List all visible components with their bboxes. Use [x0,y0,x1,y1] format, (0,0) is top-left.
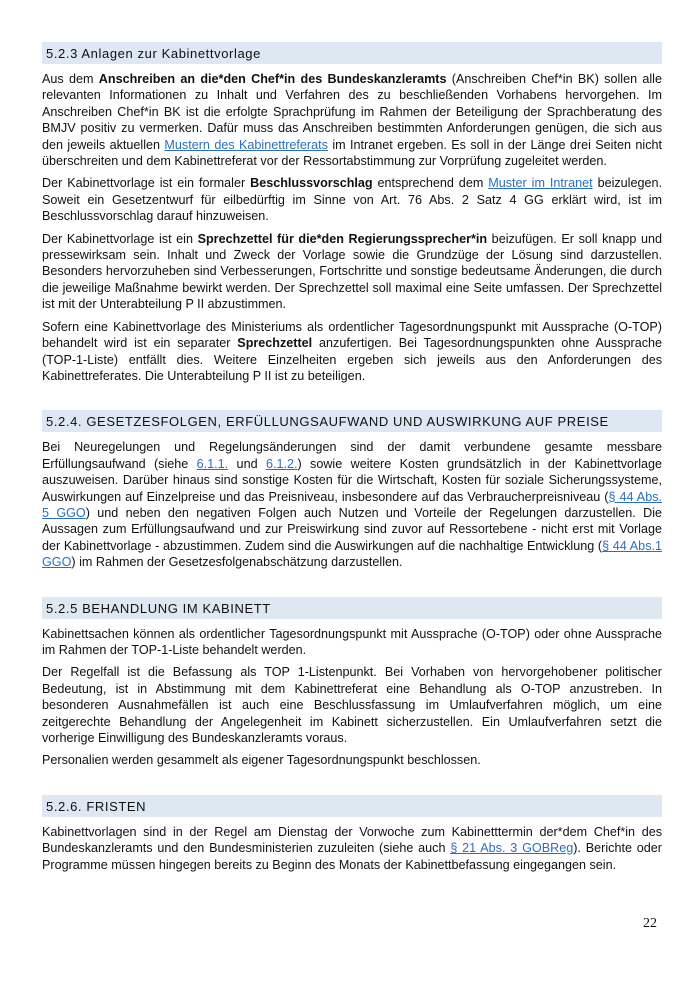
text-run: Kabinettvorlagen sind in der Regel am Dienstag der Vorwoche zum Kabinetttermin der*dem Chef*in des Bundeskanzleramts und den Bundesministerien zuzuleiten (siehe auch [42,824,662,856]
section-heading: 5.2.5 BEHANDLUNG IM KABINETT [42,597,662,619]
reference-link[interactable]: 6.1.2. [265,456,298,471]
section-heading: 5.2.6. FRISTEN [42,795,662,817]
reference-link[interactable]: § 44 Abs.1 GGO [42,538,662,570]
section [42,410,662,570]
text-run: ) sowie weitere Kosten grundsätzlich in der Kabinettvorlage auszuweisen. Darüber hinaus sind sonstige Kosten für die Wirtschaft, Kosten für soziale Sicherungssysteme, Auswirkungen auf Einzelpreise und das Preisniveau, insbesondere auf das Verbraucherpreisniveau ( [42,456,662,504]
text-run: beizulegen. Soweit ein Gesetzentwurf für eilbedürftig im Sinne von Art. 76 Abs. 2 Satz 4 GG erklärt wird, ist im Beschlussvorschlag darauf hinzuweisen. [42,176,662,224]
text-run: Aus dem [42,72,99,86]
paragraph [42,175,662,224]
text-run: Sofern eine Kabinettvorlage des Ministeriums als ordentlicher Tagesordnungspunkt mit Aussprache (O-TOP) behandelt wird ist ein separater [42,319,662,351]
page-number: 22 [643,916,657,931]
document-page [42,42,662,899]
bold-term: Anschreiben an die*den Chef*in des Bundeskanzleramts [98,72,447,86]
text-run: Personalien werden gesammelt als eigener Tagesordnungspunkt beschlossen. [42,753,481,768]
text-run: ) im Rahmen der Gesetzesfolgenabschätzung darzustellen. [71,555,403,570]
text-run: Bei Neuregelungen und Regelungsänderungen sind der damit verbundene gesamte messbare Erfüllungsaufwand (siehe [42,440,662,471]
bold-term: Sprechzettel [237,336,313,351]
text-run: beizufügen. Er soll knapp und pressewirksam sein. Inhalt und Zweck der Vorlage sowie die Grundzüge der Lösung sind darzustellen. Besonders hervorzuheben sind Verbesserungen, Fortschritte und sonstige bedeutsame Änderungen, die durch die jeweilige Maßnahme bewirkt werden. Der Sprechzettel soll maximal eine Seite umfassen. Der Sprechzettel ist mit der Unterabteilung P II abzustimmen. [42,231,662,312]
reference-link[interactable]: § 44 Abs. 5 GGO [42,489,663,520]
section [42,42,662,384]
paragraph [42,824,662,873]
text-run: Der Regelfall ist die Befassung als TOP 1-Listenpunkt. Bei Vorhaben von hervorgehobener politischer Bedeutung, ist in Abstimmung mit dem Kabinettreferat eine Behandlung als O-TOP anzustreben. In besonderen Ausnahmefällen ist auch eine Beschlussfassung im Umlaufverfahren möglich, um eine zeitgerechte Behandlung der Angelegenheit im Kabinett sicherzustellen. Ein Umlaufverfahren setzt die vorherige Einwilligung des Bundeskanzleramts voraus. [42,665,662,745]
text-run: und [228,456,266,471]
bold-term: Sprechzettel für die*den Regierungssprecher*in [197,231,488,246]
text-run: Der Kabinettvorlage ist ein [42,231,198,246]
reference-link[interactable]: 6.1.1. [196,456,229,471]
text-run: (Anschreiben Chef*in BK) sollen alle relevanten Informationen zu Inhalt und Verfahren des zu beschließenden Vorhabens hervorgehen. Im Anschreiben Chef*in BK ist die erfolgte Sprachprüfung im Rahmen der Beteiligung der Sprachberatung des BMJV positiv zu vermerken. Dafür muss das Anschreiben bestimmten Anforderungen genügen, die sich aus den jeweils aktuellen [42,72,662,152]
section [42,795,662,873]
text-run: ). Berichte oder Programme müssen hingegen bereits zu Beginn des Monats der Kabinettbefassung eingegangen sein. [42,841,662,872]
section [42,597,662,769]
reference-link[interactable]: § 21 Abs. 3 GOBReg [450,841,574,856]
section-heading: 5.2.3 Anlagen zur Kabinettvorlage [42,42,662,64]
paragraph [42,752,662,768]
bold-term: Beschlussvorschlag [250,176,373,191]
text-run: im Intranet ergeben. Es soll in der Länge drei Seiten nicht überschreiten und dem Kabinettreferat vor der Ressortabstimmung zur Vorprüfung zugeleitet werden. [42,137,662,169]
paragraph [42,319,662,385]
paragraph [42,71,662,169]
paragraph [42,231,662,313]
text-run: anzufertigen. Bei Tagesordnungspunkten ohne Aussprache (TOP-1-Liste) entfällt dies. Weitere Einzelheiten ergeben sich jeweils aus den Anforderungen des Kabinettreferates. Die Unterabteilung P II ist zu beteiligen. [42,336,663,383]
text-run: Kabinettsachen können als ordentlicher Tagesordnungspunkt mit Aussprache (O-TOP) oder ohne Aussprache im Rahmen der TOP-1-Liste behandelt werden. [42,626,662,657]
text-run: ) und neben den negativen Folgen auch Nutzen und Vorteile der Regelungen darzustellen. Die Aussagen zum Erfüllungsaufwand und zur Preiswirkung sind zuvor auf Ressortebene - nicht erst mit Vorlage der Kabinettvorlage - abzustimmen. Zudem sind die Auswirkungen auf die nachhaltige Entwicklung ( [42,505,662,553]
paragraph [42,439,662,570]
paragraph [42,664,662,746]
section-heading: 5.2.4. GESETZESFOLGEN, ERFÜLLUNGSAUFWAND UND AUSWIRKUNG AUF PREISE [42,410,662,432]
text-run: Der Kabinettvorlage ist ein formaler [42,176,251,191]
reference-link[interactable]: Muster im Intranet [488,176,593,191]
reference-link[interactable]: Mustern des Kabinettreferats [164,137,328,152]
text-run: entsprechend dem [372,176,489,191]
paragraph [42,626,662,659]
